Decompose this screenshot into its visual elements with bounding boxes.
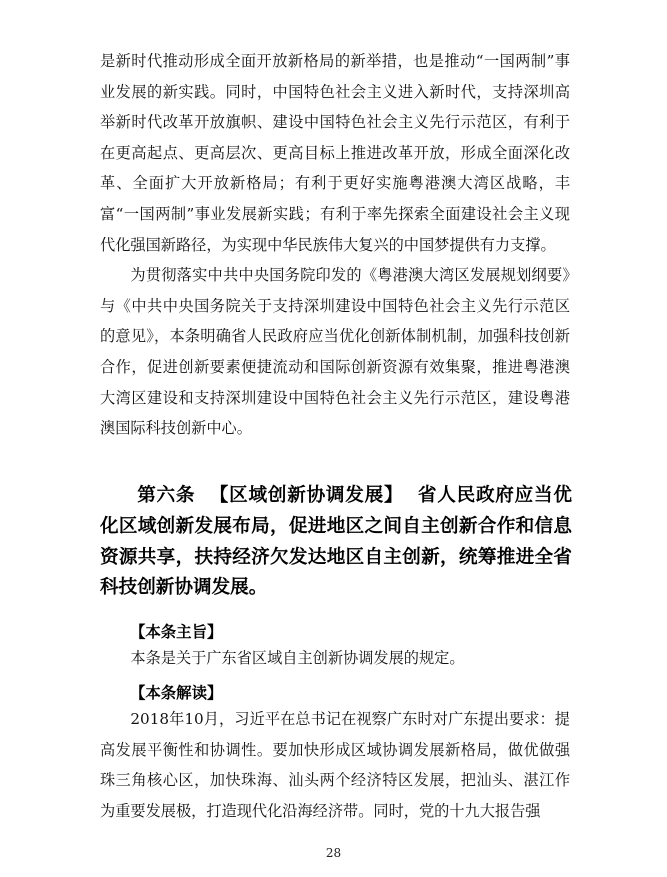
article-number: 第六条 — [137, 485, 196, 506]
purpose-block — [100, 643, 570, 674]
purpose-text: 本条是关于广东省区域自主创新协调发展的规定。 — [130, 649, 465, 667]
body-text-top — [100, 46, 570, 444]
paragraph-implementation: 为贯彻落实中共中央国务院印发的《粤港澳大湾区发展规划纲要》与《中共中央国务院关于支持深圳建设中国特色社会主义先行示范区的意见》，本条明确省人民政府应当优化创新体制机制，加强科技创新合作，促进创新要素便捷流动和国际创新资源有效集聚，推进粤港澳大湾区建设和支持深圳建设中国特色社会主义先行示范区，建设粤港澳国际科技创新中心。 — [100, 266, 570, 438]
article-six — [100, 481, 572, 604]
article-title: 【区域创新协调发展】 — [209, 485, 404, 506]
purpose-heading: 【本条主旨】 — [130, 623, 223, 641]
interpretation-heading: 【本条解读】 — [130, 684, 223, 702]
paragraph-continuation: 是新时代推动形成全面开放新格局的新举措，也是推动“一国两制”事业发展的新实践。同时，中国特色社会主义进入新时代，支持深圳高举新时代改革开放旗帜、建设中国特色社会主义先行示范区，有利于在更高起点、更高层次、更高目标上推进改革开放，形成全面深化改革、全面扩大开放新格局；有利于更好实施粤港澳大湾区战略，丰富“一国两制”事业发展新实践；有利于率先探索全面建设社会主义现代化强国新路径，为实现中华民族伟大复兴的中国梦提供有力支撑。 — [100, 52, 570, 254]
article-text: 省人民政府应当优化区域创新发展布局，促进地区之间自主创新合作和信息资源共享，扶持经济欠发达地区自主创新，统筹推进全省科技创新协调发展。 — [100, 485, 572, 599]
page-number: 28 — [325, 846, 342, 860]
interpretation-text: 2018年10月，习近平在总书记在视察广东时对广东提出要求：提高发展平衡性和协调性。要加快形成区域协调发展新格局，做优做强珠三角核心区，加快珠海、汕头两个经济特区发展，把汕头、湛江作为重要发展极，打造现代化沿海经济带。同时，党的十九大报告强 — [100, 710, 570, 820]
interpretation-block — [100, 704, 570, 826]
